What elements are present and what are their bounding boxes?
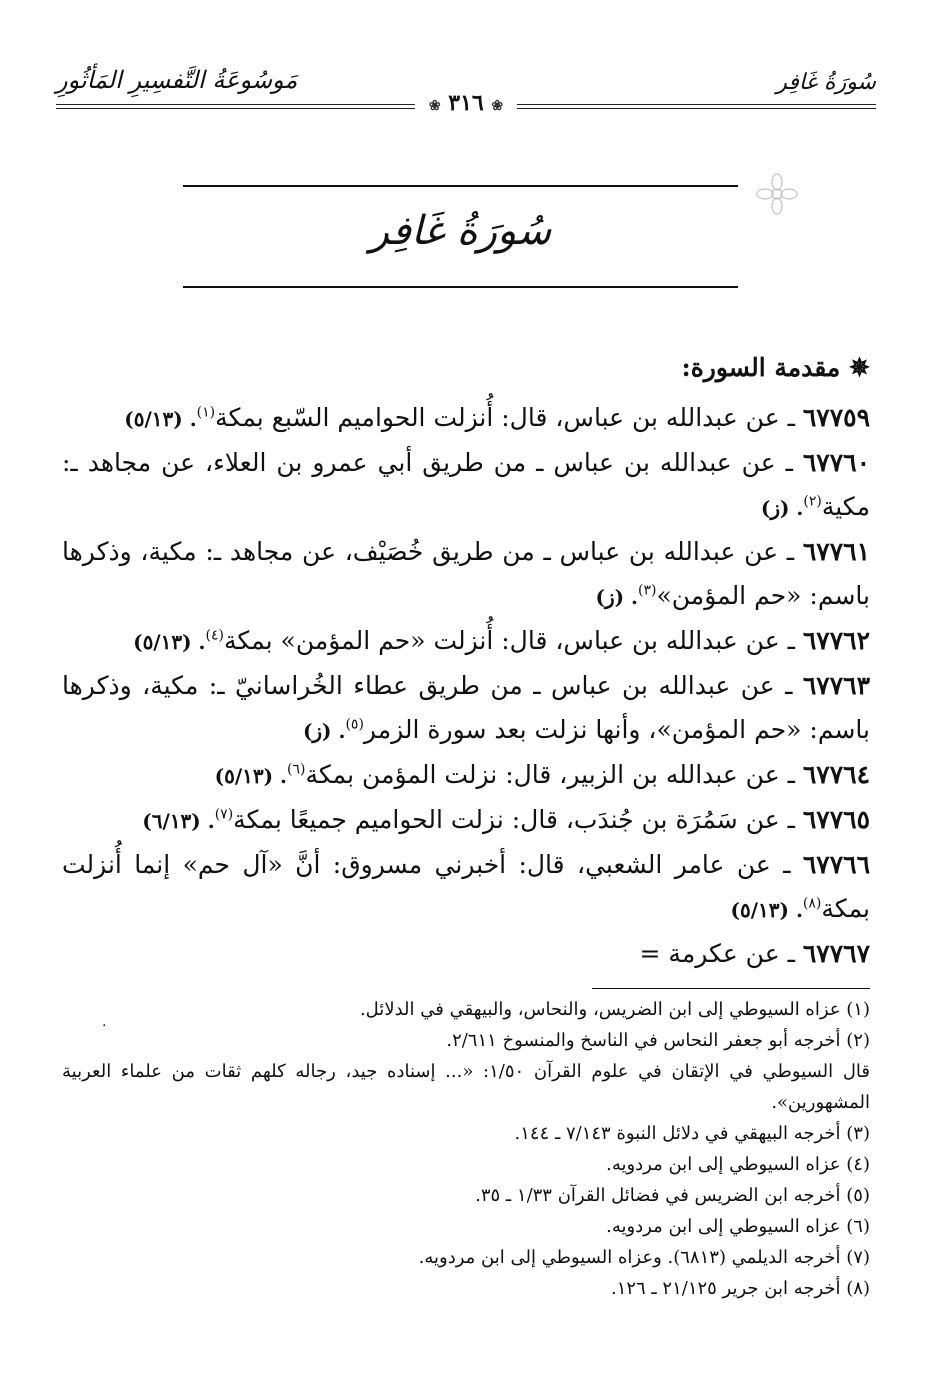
footnote-marker: (٣) [638, 582, 657, 599]
footnote-marker: (٤) [205, 627, 224, 644]
footnote: (٧) أخرجه الديلمي (٦٨١٣). وعزاه السيوطي إلى ابن مردويه. [418, 1247, 870, 1268]
entry-number: ٦٧٧٦٣ [802, 671, 870, 700]
footnote: (٥) أخرجه ابن الضريس في فضائل القرآن ١/٣٣ ـ ٣٥. [475, 1185, 870, 1206]
entry [62, 753, 870, 798]
section-title: مقدمة السورة: [681, 353, 841, 382]
footnote-marker: (٢) [803, 493, 822, 510]
volume-reference: . (ز) [595, 585, 639, 609]
volume-reference: . (٥/١٣) [124, 407, 197, 431]
entry-number: ٦٧٧٥٩ [802, 403, 870, 432]
entry [62, 530, 870, 619]
entry-number: ٦٧٧٦١ [802, 537, 870, 566]
running-title-sura: سُورَةُ غَافِر [776, 70, 876, 95]
entry-text: ـ عن عبدالله بن عباس ـ من طريق عطاء الخُراسانيّ ـ: مكية، وذكرها باسم: «حم المؤمن»، وأنها نزلت بعد سورة الزمر [62, 671, 870, 744]
entry [62, 664, 870, 753]
entry-text: ـ عن عبدالله بن عباس، قال: أُنزلت «حم المؤمن» بمكة [223, 626, 803, 655]
volume-reference: . (٦/١٣) [142, 809, 215, 833]
entry-number: ٦٧٧٦٥ [802, 805, 870, 834]
entry-text: ـ عن عبدالله بن الزبير، قال: نزلت المؤمن بمكة [305, 760, 803, 789]
entry [62, 932, 870, 976]
ornament-icon: ❀ [491, 98, 504, 114]
entry-number: ٦٧٧٦٧ [802, 939, 870, 968]
ornament-icon: ❀ [428, 98, 441, 114]
footnote: (٤) عزاه السيوطي إلى ابن مردويه. [606, 1154, 870, 1175]
entry-text: ـ عن سَمُرَة بن جُندَب، قال: نزلت الحواميم جميعًا بمكة [233, 805, 803, 834]
volume-reference: . (٥/١٣) [730, 898, 803, 922]
footnote-marker: (٦) [287, 761, 306, 778]
entry-number: ٦٧٧٦٦ [802, 850, 870, 879]
entry-number: ٦٧٧٦٤ [802, 760, 870, 789]
page-number: ٣١٦ [448, 90, 484, 116]
volume-reference: . (ز) [302, 719, 346, 743]
corner-flower-ornament-icon [752, 172, 802, 216]
entry-text: ـ عن عبدالله بن عباس ـ من طريق أبي عمرو بن العلاء، عن مجاهد ـ: مكية [62, 448, 870, 521]
footnote-marker: (١) [196, 404, 216, 421]
section-heading [62, 348, 870, 388]
entries-list [62, 396, 870, 976]
entry-number: ٦٧٧٦٢ [802, 626, 870, 655]
footnote-marker: (٨) [802, 895, 822, 912]
running-header [56, 64, 876, 116]
footnotes [62, 994, 870, 1304]
entry [62, 843, 870, 932]
running-title-book: مَوسُوعَةُ التَّفسِيرِ المَأثُورِ [56, 66, 298, 94]
entry [62, 396, 870, 441]
footnote: (١) عزاه السيوطي إلى ابن الضريس، والنحاس، والبيهقي في الدلائل. [359, 999, 870, 1020]
sura-title: سُورَةُ غَافِر [369, 208, 552, 254]
entry-text: ـ عن عامر الشعبي، قال: أخبرني مسروق: أنَّ «آل حم» إنما أُنزلت بمكة [62, 850, 870, 923]
volume-reference: . (٥/١٣) [133, 630, 206, 654]
footnote: (٨) أخرجه ابن جرير ٢١/١٢٥ ـ ١٢٦. [610, 1278, 870, 1299]
entry-text: ـ عن عبدالله بن عباس ـ من طريق خُصَيْف، عن مجاهد ـ: مكية، وذكرها باسم: «حم المؤمن» [62, 537, 870, 610]
star-flower-icon: ✵ [849, 353, 870, 382]
entry [62, 441, 870, 530]
stray-dot: . [102, 1014, 107, 1030]
footnote: (٢) أخرجه أبو جعفر النحاس في الناسخ والمنسوخ ٢/٦١١. [446, 1030, 870, 1051]
volume-reference: . (٥/١٣) [214, 764, 287, 788]
footnote-marker: (٧) [214, 806, 234, 823]
footnote: (٣) أخرجه البيهقي في دلائل النبوة ٧/١٤٣ ـ ١٤٤. [514, 1123, 870, 1144]
footnote: (٦) عزاه السيوطي إلى ابن مردويه. [606, 1216, 870, 1237]
footnote-separator [592, 988, 870, 989]
title-rule-top [183, 185, 738, 187]
title-rule-bottom [183, 286, 738, 288]
entry [62, 619, 870, 664]
page-number-box [415, 90, 517, 116]
entry-text: ـ عن عبدالله بن عباس، قال: أُنزلت الحواميم السّبع بمكة [215, 403, 803, 432]
entry [62, 798, 870, 843]
main-text [62, 348, 870, 976]
footnote-marker: (٥) [345, 716, 364, 733]
entry-number: ٦٧٧٦٠ [802, 448, 870, 477]
footnote: قال السيوطي في الإتقان في علوم القرآن ١/٥٠: «... إسناده جيد، رجاله كلهم ثقات من علماء العربية المشهورين». [62, 1061, 870, 1113]
entry-text: ـ عن عكرمة = [639, 939, 803, 968]
volume-reference: . (ز) [760, 496, 804, 520]
